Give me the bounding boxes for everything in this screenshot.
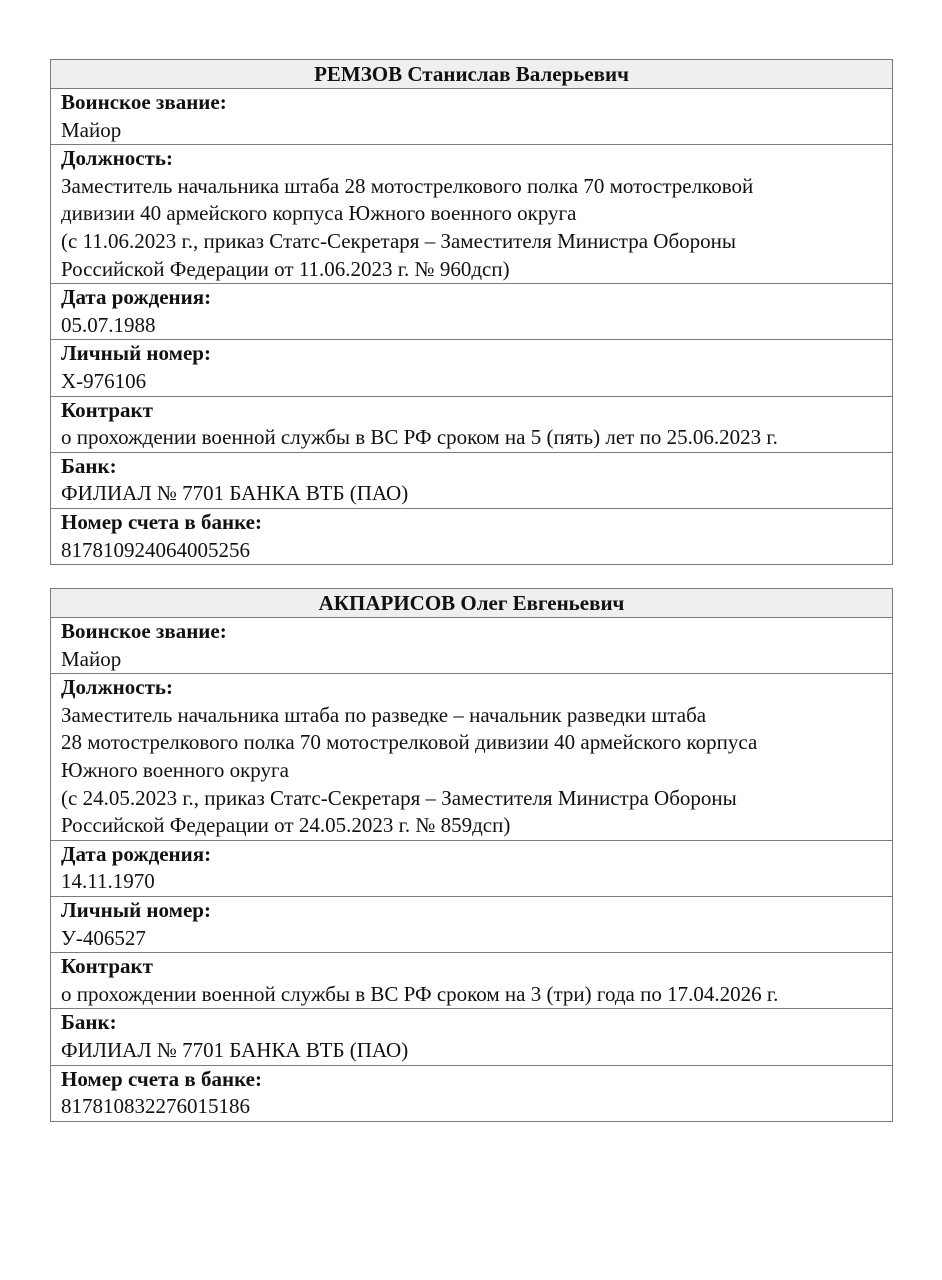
field-label: Контракт [61,954,153,979]
field-bank [51,1009,892,1065]
field-account-number [51,1066,892,1121]
field-value: ФИЛИАЛ № 7701 БАНКА ВТБ (ПАО) [61,1037,409,1062]
field-label: Должность: [61,675,174,700]
field-value: Майор [61,646,122,671]
field-value: Заместитель начальника штаба 28 мотострелкового полка 70 мотострелковой дивизии 40 армейского корпуса Южного военного округа (с 11.06.2023 г., приказ Статс-Секретаря – Заместителя Министра Обороны Российской Федерации от 11.06.2023 г. № 960дсп) [61,173,754,281]
field-label: Воинское звание: [61,90,227,114]
field-rank [51,618,892,674]
field-label: Банк: [61,1010,117,1035]
field-contract [51,953,892,1009]
field-label: Банк: [61,453,117,478]
field-value: Х-976106 [61,368,147,393]
field-label: Воинское звание: [61,619,227,643]
field-label: Личный номер: [61,341,211,366]
field-value: 14.11.1970 [61,869,155,894]
record-name: РЕМЗОВ Станислав Валерьевич [51,60,892,89]
field-value: Заместитель начальника штаба по разведке – начальник разведки штаба 28 мотострелкового полка 70 мотострелковой дивизии 40 армейского корпуса Южного военного округа (с 24.05.2023 г., приказ Статс-Секретаря – Заместителя Министра Обороны Российской Федерации от 24.05.2023 г. № 859дсп) [61,702,758,838]
field-personal-number [51,340,892,396]
field-value: ФИЛИАЛ № 7701 БАНКА ВТБ (ПАО) [61,481,409,506]
field-position [51,674,892,841]
field-label: Номер счета в банке: [61,509,262,534]
field-value: Майор [61,117,122,142]
field-rank [51,89,892,145]
field-value: У-406527 [61,925,146,950]
field-account-number [51,509,892,564]
field-bank [51,453,892,509]
field-contract [51,397,892,453]
field-birth-date [51,284,892,340]
record-name: АКПАРИСОВ Олег Евгеньевич [51,589,892,618]
field-position [51,145,892,284]
field-value: 817810832276015186 [61,1094,250,1119]
field-personal-number [51,897,892,953]
field-value: 05.07.1988 [61,312,156,337]
record-card [50,59,893,565]
field-label: Дата рождения: [61,841,212,866]
field-value: о прохождении военной службы в ВС РФ сроком на 3 (три) года по 17.04.2026 г. [61,981,779,1006]
field-label: Дата рождения: [61,285,212,310]
record-card [50,588,893,1122]
field-value: 817810924064005256 [61,537,250,562]
field-label: Контракт [61,397,153,422]
field-label: Личный номер: [61,897,211,922]
field-label: Номер счета в банке: [61,1066,262,1091]
field-value: о прохождении военной службы в ВС РФ сроком на 5 (пять) лет по 25.06.2023 г. [61,425,778,450]
field-label: Должность: [61,146,174,171]
field-birth-date [51,841,892,897]
